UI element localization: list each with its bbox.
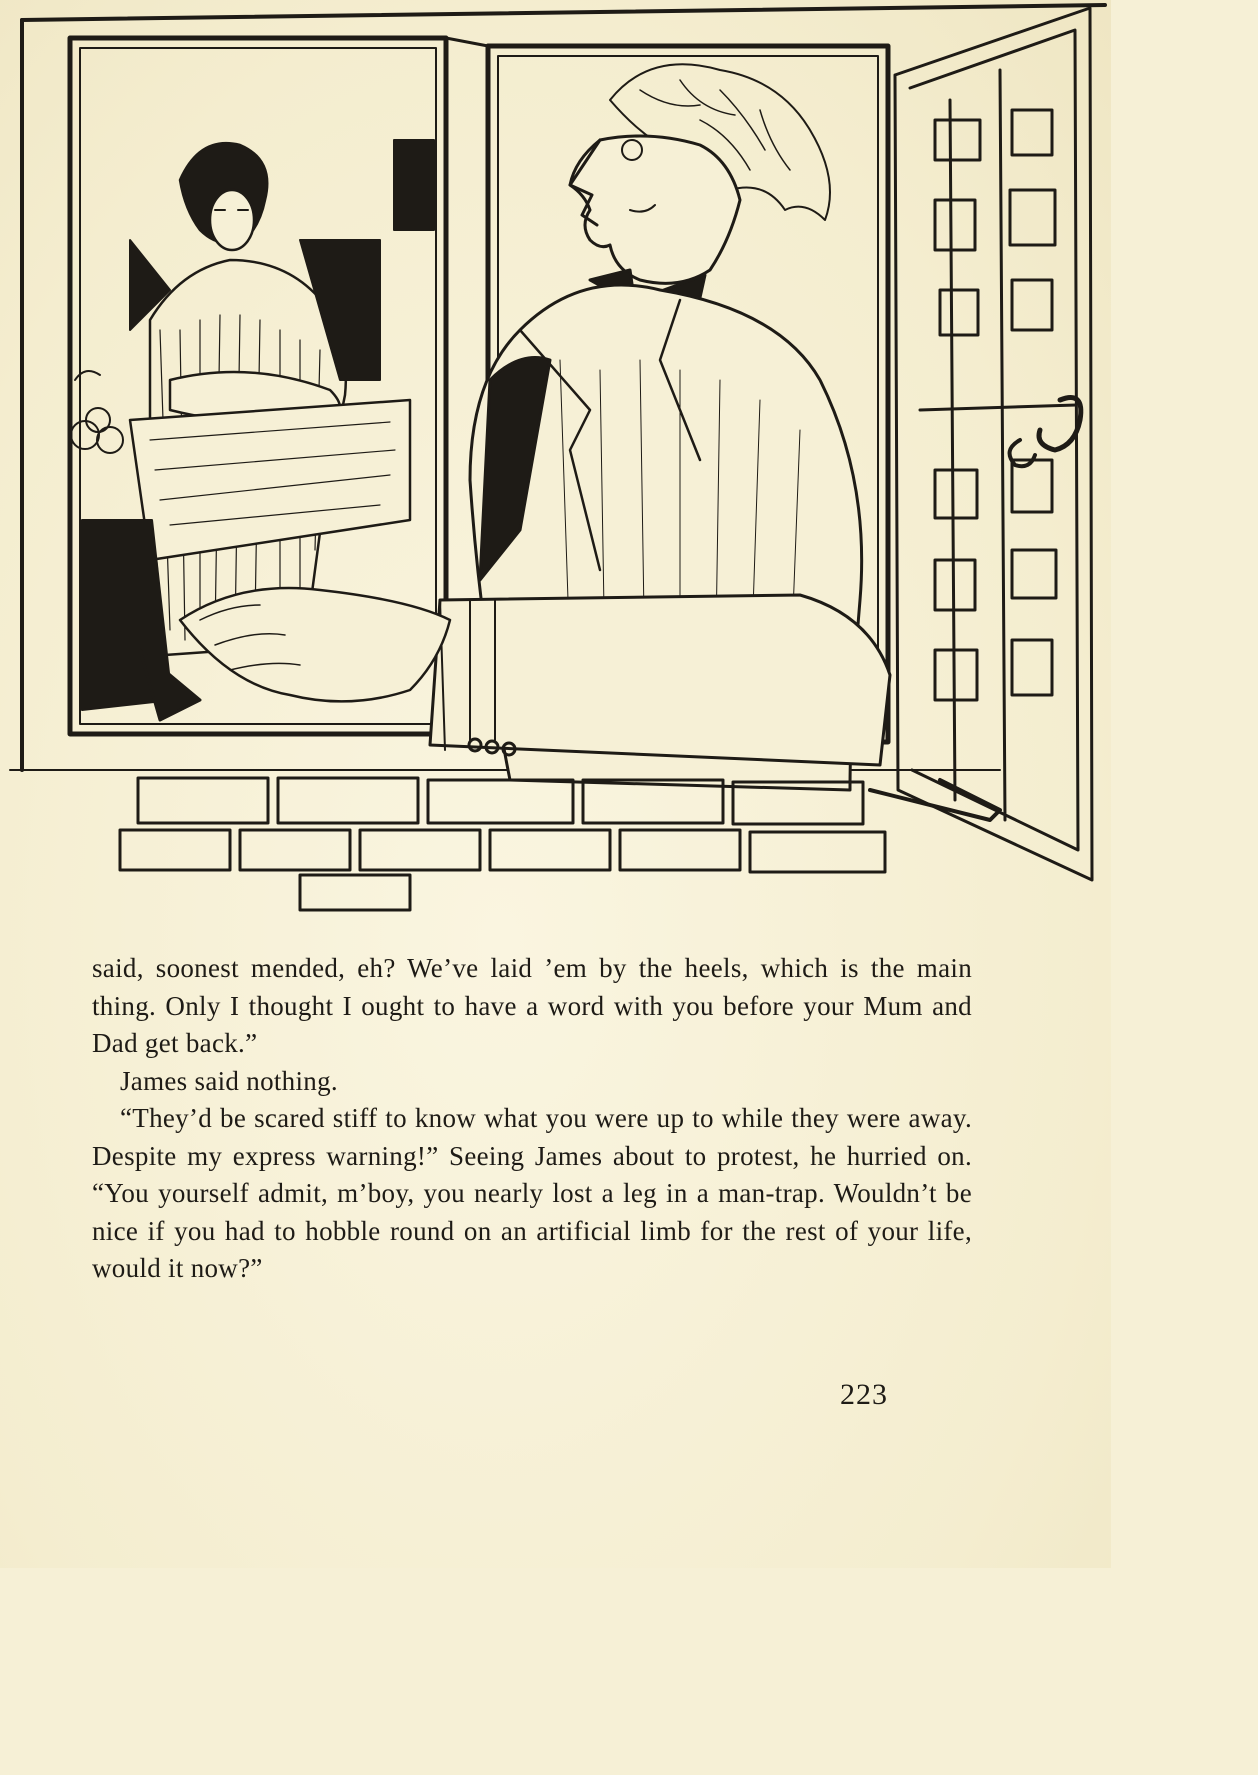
page-number: 223 <box>840 1378 888 1411</box>
paragraph-1: said, soonest mended, eh? We’ve laid ’em by the heels, which is the main thing. Only I thought I ought to have a word with you before your Mum and Dad get back.” <box>92 953 972 1058</box>
brick-wall <box>120 778 1000 910</box>
open-casement <box>895 8 1092 880</box>
paragraph-2: James said nothing. <box>120 1065 338 1096</box>
illustration <box>0 0 1111 920</box>
paragraph-3: “They’d be scared stiff to know what you were up to while they were away. Despite my express warning!” Seeing James about to protest, he hurried on. “You yourself admit, m’boy, you nearly lost a leg in a man-trap. Wouldn’t be nice if you had to hobble round on an artificial limb for the rest of your life, would it now?” <box>92 1103 972 1283</box>
body-text <box>92 950 972 1288</box>
woman-figure <box>130 143 410 655</box>
man-at-window-illustration-icon <box>0 0 1111 920</box>
